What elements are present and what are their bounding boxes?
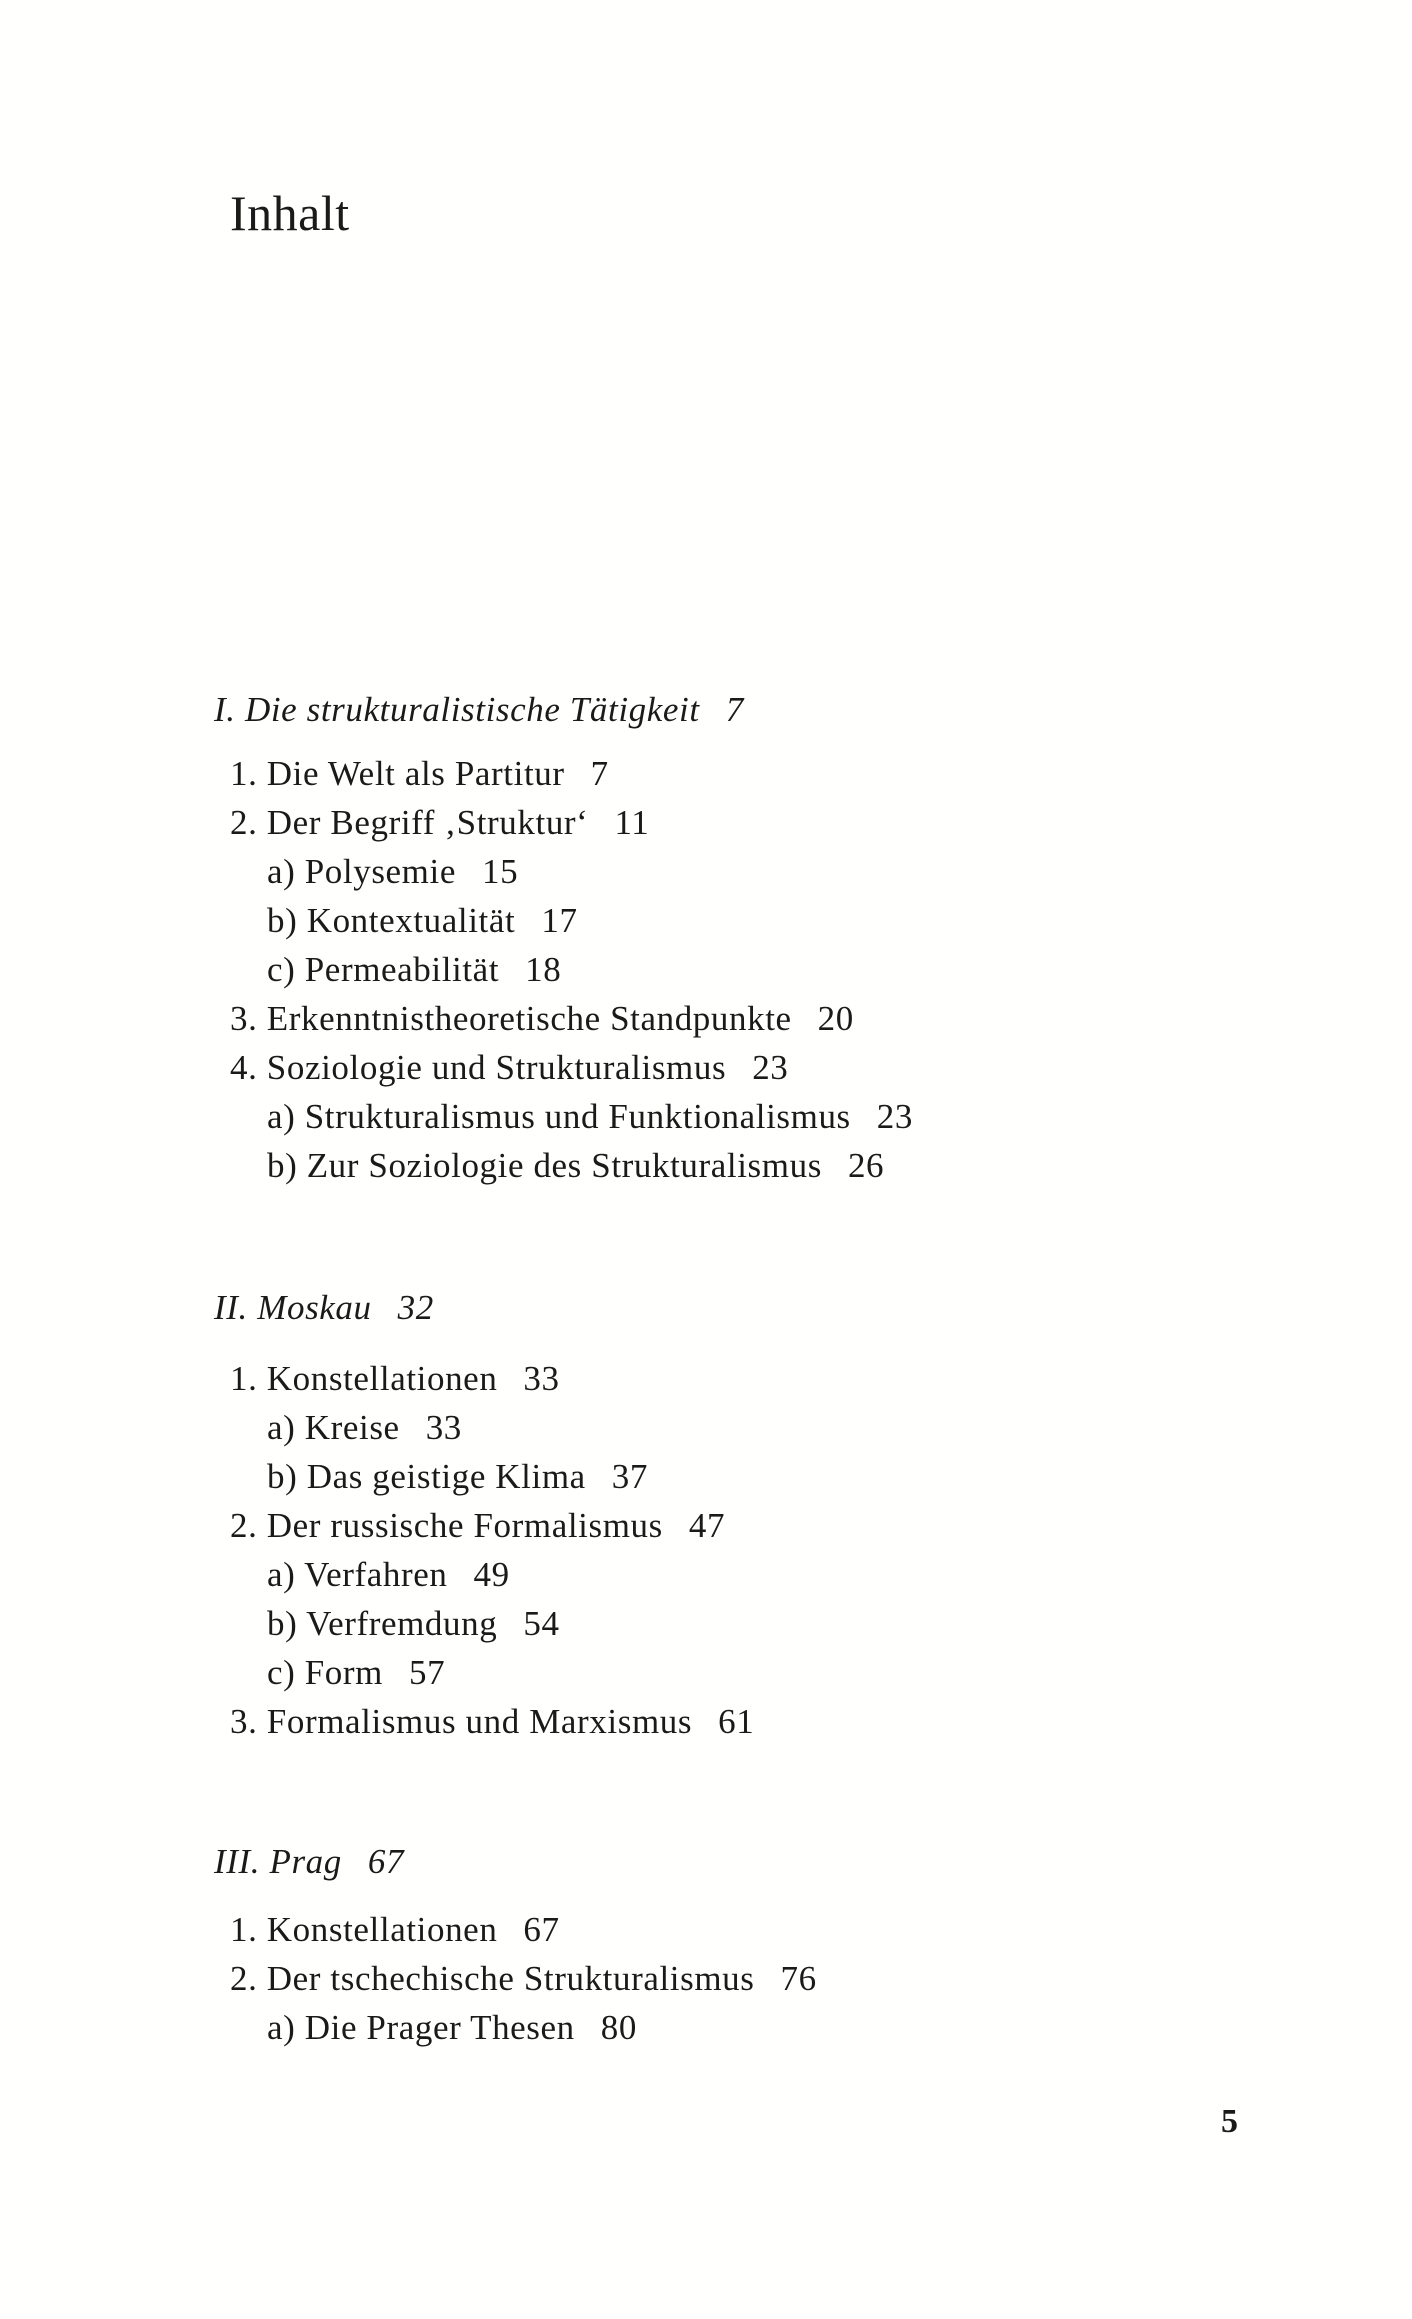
toc-entry[interactable]: [267, 1600, 560, 1648]
toc-entry[interactable]: [267, 1551, 510, 1599]
entry-page: 11: [614, 803, 650, 842]
entry-page: 26: [847, 1146, 885, 1185]
entry-label: b) Verfremdung: [267, 1604, 498, 1643]
entry-label: c) Permeabilität: [267, 950, 500, 989]
toc-entry[interactable]: [230, 995, 854, 1043]
toc-entry[interactable]: [230, 1955, 817, 2003]
entry-label: 4. Soziologie und Strukturalismus: [230, 1048, 727, 1087]
toc-entry[interactable]: [230, 750, 609, 798]
entry-label: 2. Der Begriff ‚Struktur‘: [230, 803, 589, 842]
entry-label: 2. Der tschechische Strukturalismus: [230, 1959, 755, 1998]
entry-page: 37: [611, 1457, 648, 1496]
toc-entry[interactable]: [230, 1502, 725, 1550]
entry-page: 23: [876, 1097, 913, 1136]
entry-page: 17: [541, 901, 578, 940]
toc-entry[interactable]: [267, 1142, 884, 1190]
page-title: Inhalt: [230, 185, 350, 241]
entry-label: 2. Der russische Formalismus: [230, 1506, 663, 1545]
toc-entry[interactable]: [267, 897, 578, 945]
entry-page: 18: [525, 950, 562, 989]
entry-label: 1. Konstellationen: [230, 1910, 498, 1949]
entry-label: 3. Erkenntnistheoretische Standpunkte: [230, 999, 792, 1038]
entry-page: 15: [481, 852, 519, 891]
entry-page: 47: [688, 1506, 726, 1545]
section-heading[interactable]: [214, 686, 744, 734]
heading-page: 7: [725, 690, 744, 729]
entry-label: b) Kontextualität: [267, 901, 516, 940]
entry-page: 33: [523, 1359, 560, 1398]
entry-page: 23: [752, 1048, 789, 1087]
heading-label: II. Moskau: [214, 1288, 372, 1327]
toc-entry[interactable]: [267, 848, 518, 896]
toc-entry[interactable]: [230, 1906, 560, 1954]
toc-entry[interactable]: [230, 1355, 560, 1403]
toc-entry[interactable]: [267, 1404, 462, 1452]
entry-label: a) Strukturalismus und Funktionalismus: [267, 1097, 851, 1136]
entry-label: 1. Die Welt als Partitur: [230, 754, 565, 793]
entry-page: 67: [523, 1910, 560, 1949]
toc-entry[interactable]: [267, 946, 561, 994]
entry-page: 76: [780, 1959, 817, 1998]
entry-label: b) Das geistige Klima: [267, 1457, 586, 1496]
toc-entry[interactable]: [230, 1698, 754, 1746]
entry-label: 1. Konstellationen: [230, 1359, 498, 1398]
entry-label: c) Form: [267, 1653, 383, 1692]
entry-page: 49: [473, 1555, 510, 1594]
heading-label: I. Die strukturalistische Tätigkeit: [214, 690, 700, 729]
toc-entry[interactable]: [267, 2004, 637, 2052]
entry-page: 7: [590, 754, 609, 793]
entry-page: 57: [409, 1653, 446, 1692]
page-number: 5: [1221, 2103, 1238, 2140]
heading-label: III. Prag: [214, 1842, 342, 1881]
entry-label: a) Die Prager Thesen: [267, 2008, 575, 2047]
heading-page: 67: [367, 1842, 405, 1881]
entry-page: 61: [718, 1702, 755, 1741]
entry-label: 3. Formalismus und Marxismus: [230, 1702, 693, 1741]
toc-entry[interactable]: [267, 1093, 913, 1141]
entry-label: b) Zur Soziologie des Strukturalismus: [267, 1146, 822, 1185]
heading-page: 32: [397, 1288, 434, 1327]
toc-entry[interactable]: [267, 1453, 648, 1501]
entry-page: 54: [523, 1604, 560, 1643]
toc-entry[interactable]: [230, 1044, 788, 1092]
section-heading[interactable]: [214, 1284, 434, 1332]
entry-page: 20: [817, 999, 854, 1038]
entry-label: a) Polysemie: [267, 852, 456, 891]
toc-entry[interactable]: [267, 1649, 445, 1697]
entry-label: a) Kreise: [267, 1408, 400, 1447]
toc-entry[interactable]: [230, 799, 649, 847]
entry-page: 80: [600, 2008, 637, 2047]
section-heading[interactable]: [214, 1838, 404, 1886]
entry-label: a) Verfahren: [267, 1555, 448, 1594]
entry-page: 33: [425, 1408, 462, 1447]
